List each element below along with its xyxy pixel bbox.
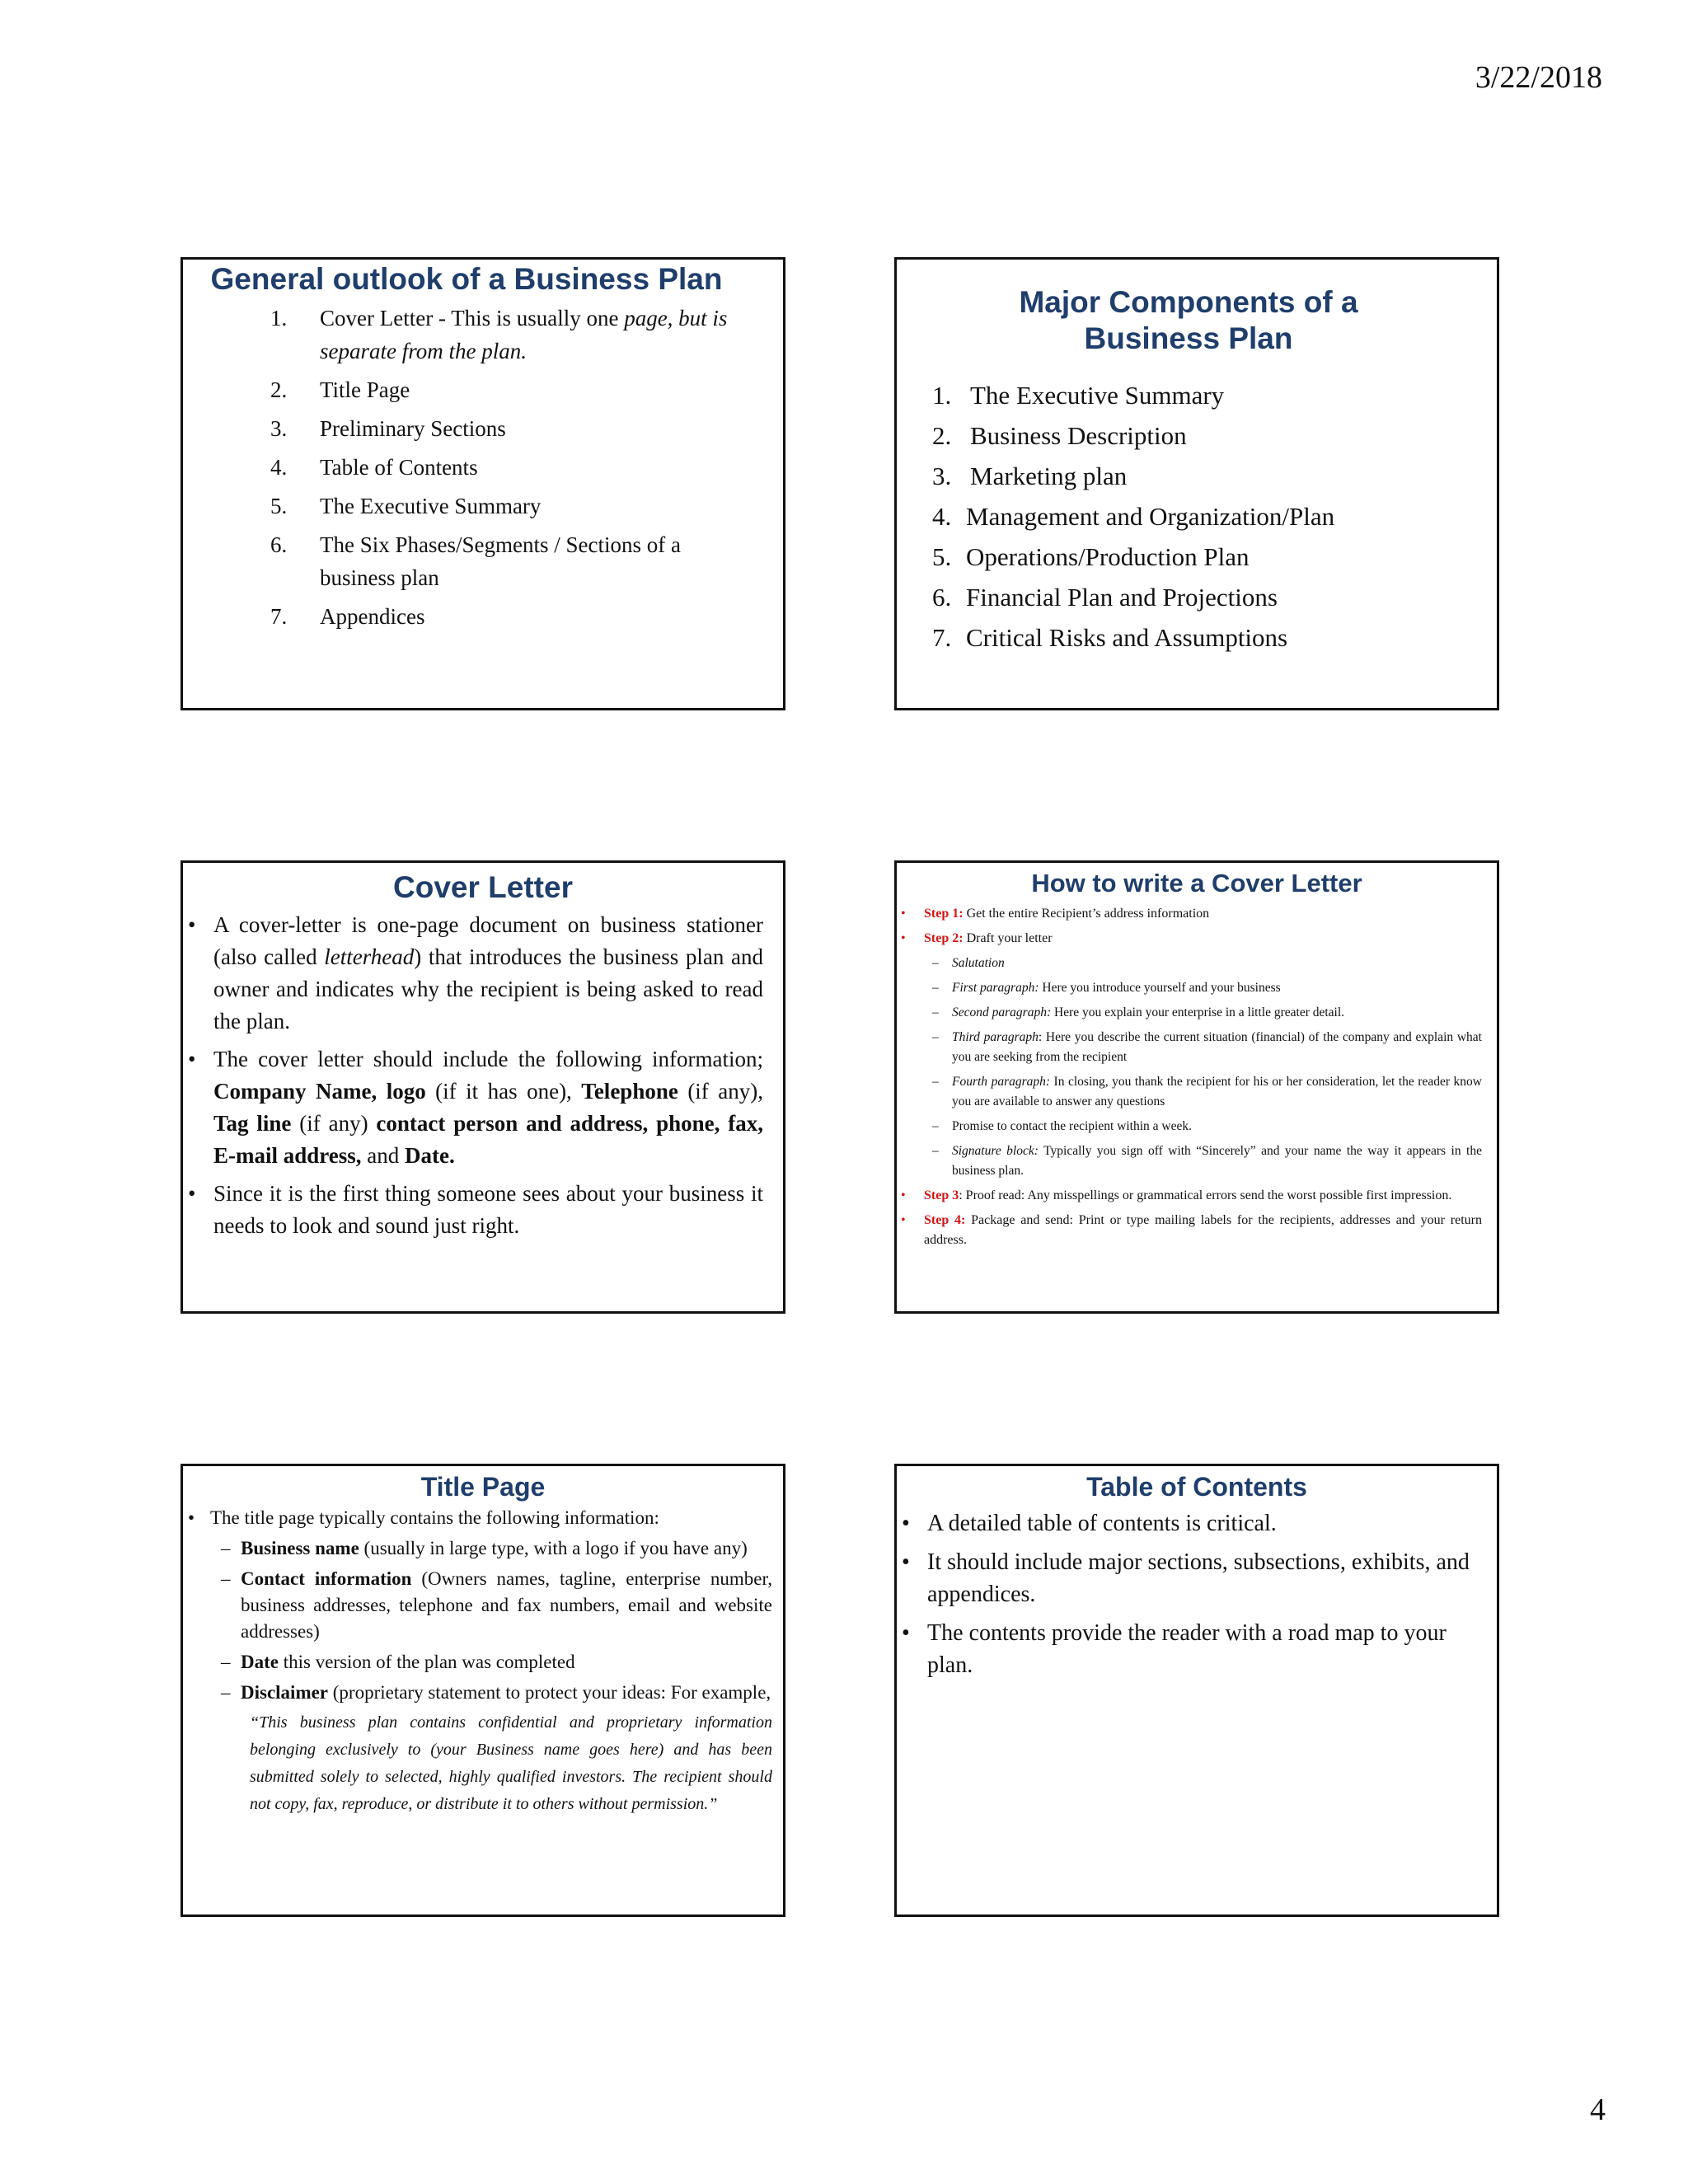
slide-how-to-write-cover-letter	[894, 860, 1499, 1314]
list-item: 2. Title Page	[270, 377, 410, 402]
list-item: 1. The Executive Summary	[932, 381, 1225, 410]
header-date: 3/22/2018	[1475, 60, 1602, 95]
page-number: 4	[1590, 2093, 1606, 2127]
list-item: • The cover letter should include the following information; Company Name, logo (if it has one), Telephone (if any), Tag line (if any) contact person and address, phone, fax, E-mail address, and Date.	[186, 1043, 763, 1172]
substep-item: – Third paragraph: Here you describe the current situation (financial) of the company and explain what you are seeking from the recipient	[932, 1030, 1482, 1064]
list-item: • It should include major sections, subsections, exhibits, and appendices.	[900, 1546, 1477, 1610]
title-page-subitems	[221, 1535, 772, 1706]
cover-letter-bullets	[186, 909, 763, 1242]
slide-table-of-contents	[894, 1464, 1499, 1917]
slide-title: General outlook of a Business Plan	[210, 262, 723, 296]
list-item: 3. Preliminary Sections	[270, 416, 506, 441]
step-item: • Step 4: Package and send: Print or type mailing labels for the recipients, addresses and your return address.	[901, 1213, 1483, 1247]
disclaimer-quote: “This business plan contains confidential and proprietary information belonging exclusively to (your Business name goes here) and has been submitted solely to selected, highly qualified investors. The recipient should not copy, fax, reproduce, or distribute it to others without permission.”	[250, 1713, 772, 1813]
slide-title: Title Page	[420, 1472, 546, 1502]
subitem: – Business name (usually in large type, with a logo if you have any)	[221, 1538, 748, 1558]
toc-bullets	[900, 1507, 1477, 1681]
substep-item: – Signature block: Typically you sign off with “Sincerely” and your name the way it appears in the business plan.	[932, 1144, 1482, 1178]
slide-title: Major Components of a Business Plan	[1019, 285, 1358, 355]
substep-item: – Promise to contact the recipient within a week.	[932, 1119, 1192, 1133]
slide-major-components	[894, 257, 1499, 710]
step-item: • Step 3: Proof read: Any misspellings or grammatical errors send the worst possible first impression.	[901, 1188, 1452, 1202]
subitem: – Disclaimer (proprietary statement to protect your ideas: For example,	[221, 1682, 771, 1703]
slide-cover-letter	[181, 860, 785, 1314]
step-item: • Step 1: Get the entire Recipient’s address information	[901, 907, 1210, 921]
subitem: – Date this version of the plan was completed	[221, 1652, 575, 1672]
list-item: 2. Business Description	[932, 421, 1187, 450]
list-item: • Since it is the first thing someone sees about your business it needs to look and sound just right.	[186, 1178, 763, 1242]
list-item: 3. Marketing plan	[932, 462, 1128, 490]
subitem: – Contact information (Owners names, tagline, enterprise number, business addresses, telephone and fax numbers, email and website addresses)	[221, 1568, 772, 1642]
outlook-list	[270, 302, 732, 633]
list-item: 1. Cover Letter - This is usually one page, but is separate from the plan.	[270, 306, 728, 363]
list-item: 4. Table of Contents	[270, 455, 478, 480]
list-item: • The contents provide the reader with a road map to your plan.	[900, 1617, 1477, 1681]
list-item: 7. Critical Risks and Assumptions	[932, 623, 1288, 652]
list-item: • A cover-letter is one-page document on business stationer (also called letterhead) that introduces the business plan and owner and indicates why the recipient is being asked to read the plan.	[186, 909, 763, 1038]
slide-title: Table of Contents	[1086, 1472, 1307, 1502]
substep-item: – Second paragraph: Here you explain your enterprise in a little greater detail.	[932, 1005, 1345, 1019]
list-item: 5. Operations/Production Plan	[932, 542, 1250, 571]
slide-title: Cover Letter	[393, 870, 573, 904]
substep-item: – Salutation	[932, 956, 1005, 970]
list-item: 6. Financial Plan and Projections	[932, 583, 1278, 612]
list-item: 5. The Executive Summary	[270, 494, 542, 518]
steps-list	[901, 904, 1482, 1250]
list-item: 6. The Six Phases/Segments / Sections of a business plan	[270, 532, 681, 590]
title-page-content	[186, 1505, 772, 1818]
draft-substeps	[932, 954, 1482, 1181]
intro-bullet: • The title page typically contains the following information:	[188, 1507, 659, 1528]
list-item: 4. Management and Organization/Plan	[932, 502, 1335, 531]
list-item: • A detailed table of contents is critical.	[900, 1507, 1477, 1540]
list-item: 7. Appendices	[270, 604, 425, 629]
step-item: • Step 2: Draft your letter	[901, 931, 1053, 945]
components-list	[932, 375, 1497, 658]
slide-title-page	[181, 1464, 785, 1917]
substep-item: – First paragraph: Here you introduce yourself and your business	[932, 981, 1281, 995]
slide-general-outlook	[181, 257, 785, 710]
substep-item: – Fourth paragraph: In closing, you thank the recipient for his or her consideration, let the reader know you are available to answer any questions	[932, 1075, 1482, 1108]
slide-title: How to write a Cover Letter	[1031, 869, 1362, 898]
